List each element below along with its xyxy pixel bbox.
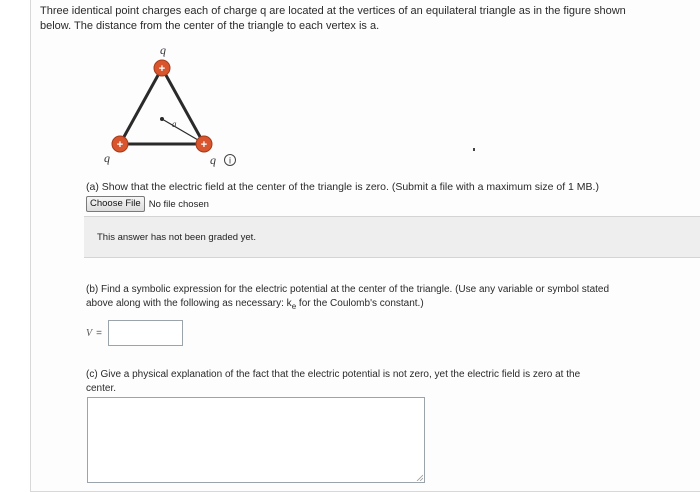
charge-right-sign: + — [200, 139, 208, 151]
part-a-prompt: (a) Show that the electric field at the center of the triangle is zero. (Submit a file with a maximum size of 1 MB.) — [86, 181, 599, 193]
info-icon-glyph: i — [229, 155, 231, 166]
charge-top — [154, 60, 170, 76]
part-b-line-1: (b) Find a symbolic expression for the electric potential at the center of the triangle. (Use any variable or symbol stated — [86, 284, 610, 295]
potential-answer-row — [86, 320, 183, 346]
charge-left-sign: + — [116, 139, 124, 151]
triangle-edge-left — [120, 68, 162, 144]
part-c-line-2: center. — [86, 383, 117, 394]
intro-line-2: below. The distance from the center of the triangle to each vertex is a. — [40, 20, 380, 32]
charge-right — [196, 136, 212, 152]
intro-line-1: Three identical point charges each of charge q are located at the vertices of an equilateral triangle as in the figure shown — [40, 5, 626, 17]
part-c-line-1: (c) Give a physical explanation of the fact that the electric potential is not zero, yet the electric field is zero at the — [86, 369, 581, 380]
ke-subscript: e — [291, 302, 297, 311]
stray-mark — [473, 148, 475, 151]
file-upload — [86, 196, 209, 212]
part-b-line-2-prefix: above along with the following as necessary: k — [86, 298, 292, 309]
explanation-textarea[interactable] — [87, 397, 425, 483]
part-c-prompt — [86, 368, 676, 396]
resize-grip-icon[interactable] — [416, 474, 423, 481]
no-file-chosen-text: No file chosen — [148, 198, 209, 210]
distance-label: a — [172, 119, 177, 129]
v-label: V — [86, 327, 93, 339]
graded-status-text: This answer has not been graded yet. — [97, 232, 256, 243]
center-dot — [160, 117, 164, 121]
info-icon[interactable] — [225, 155, 236, 166]
triangle-diagram — [90, 44, 270, 174]
part-b-line-2 — [86, 297, 698, 314]
charge-top-sign: + — [158, 63, 166, 75]
question-intro — [40, 4, 680, 34]
choose-file-button[interactable]: Choose File — [86, 196, 145, 212]
label-top-q: q — [160, 44, 166, 57]
graded-status-box — [84, 216, 700, 258]
triangle-figure — [90, 44, 270, 179]
part-b-line-2-suffix: for the Coulomb's constant.) — [296, 298, 424, 309]
triangle-edge-right — [162, 68, 204, 144]
part-b-prompt — [86, 283, 698, 314]
v-equals: = — [96, 327, 102, 339]
potential-input[interactable] — [108, 320, 183, 346]
charge-left — [112, 136, 128, 152]
label-right-q: q — [210, 153, 216, 167]
label-left-q: q — [104, 151, 110, 165]
